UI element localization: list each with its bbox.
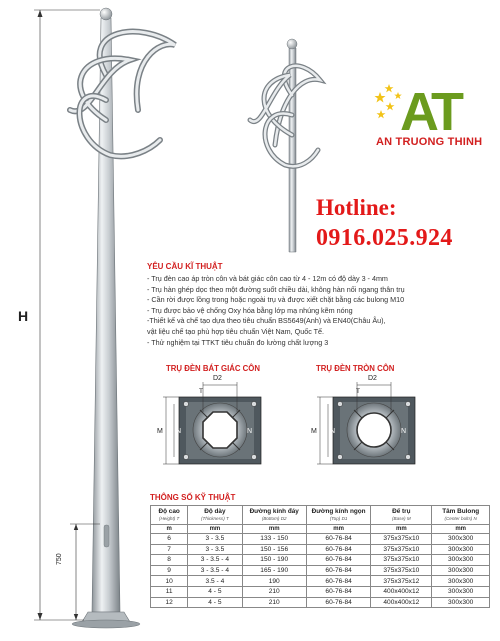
base-height-label: 750	[56, 553, 63, 565]
spec-item: vật liệu chế tạo phù hợp tiêu chuẩn Việt Nam, Quốc Tế.	[147, 326, 325, 336]
col-bolt-center: Tâm Bulong (Center bolts) N	[432, 506, 490, 525]
col-base: Đế trụ (Base) M	[371, 506, 432, 525]
table-row: 12 4 - 5 210 60-76-84 400x400x12 300x300	[151, 597, 490, 608]
table-header-row	[151, 506, 490, 525]
octagonal-caption: TRỤ ĐÈN BÁT GIÁC CÔN	[166, 364, 260, 373]
main-pole-arms	[70, 32, 175, 157]
oct-d2-label: D2	[213, 375, 222, 382]
secondary-pole	[250, 39, 320, 252]
round-m-label: M	[311, 428, 317, 435]
round-caption: TRỤ ĐÈN TRÒN CÔN	[316, 364, 395, 373]
oct-m-label: M	[157, 428, 163, 435]
logo-letters: AT	[400, 82, 460, 136]
col-bottom-diameter: Đường kính đáy (Bottom) D2	[242, 506, 306, 525]
height-label: H	[18, 308, 29, 324]
hotline-number[interactable]: 0916.025.924	[316, 225, 453, 251]
oct-t-label: T	[199, 388, 203, 395]
round-t-label: T	[356, 388, 360, 395]
spec-item: - Cần rời được lồng trong hoặc ngoài trụ và được xiết chặt bằng các bulong M10	[147, 295, 405, 305]
specs-list	[147, 274, 492, 348]
round-n-label-left: N	[330, 428, 336, 435]
table-title: THÔNG SỐ KỸ THUẬT	[150, 493, 236, 502]
col-top-diameter: Đường kính ngọn (Top) D1	[306, 506, 370, 525]
hotline-label: Hotline:	[316, 195, 397, 220]
round-d2-label: D2	[368, 375, 377, 382]
star-icon	[375, 84, 402, 118]
specs-title: YÊU CẦU KĨ THUẬT	[147, 262, 223, 271]
pole-finial	[100, 8, 112, 20]
brand-name: AN TRUONG THINH	[376, 136, 483, 148]
table-row: 11 4 - 5 210 60-76-84 400x400x12 300x300	[151, 586, 490, 597]
specs-table	[150, 505, 490, 608]
round-base-diagram	[317, 382, 415, 464]
oct-n-label-right: N	[247, 428, 253, 435]
table-row: 6 3 - 3.5 133 - 150 60-76-84 375x375x10 300x300	[151, 534, 490, 545]
round-n-label-right: N	[401, 428, 407, 435]
spec-item: - Trụ đèn cao áp tròn côn và bát giác côn cao từ 4 - 12m có độ dày 3 - 4mm	[147, 274, 388, 283]
table-row: 7 3 - 3.5 150 - 156 60-76-84 375x375x10 300x300	[151, 544, 490, 555]
spec-item: -Thiết kế và chế tạo dựa theo tiêu chuẩn BS5649(Anh) và EN40(Châu Âu),	[147, 316, 386, 326]
spec-item: - Trụ được bảo vệ chống Oxy hóa bằng lớp mạ nhúng kẽm nóng	[147, 305, 353, 315]
table-row: 10 3.5 - 4 190 60-76-84 375x375x12 300x300	[151, 576, 490, 587]
col-thickness: Độ dày (Thickness) T	[188, 506, 242, 525]
octagonal-base-diagram	[163, 382, 261, 464]
oct-n-label-left: N	[176, 428, 182, 435]
access-door	[104, 525, 109, 547]
table-row: 9 3 - 3.5 - 4 165 - 190 60-76-84 375x375x10 300x300	[151, 565, 490, 576]
col-height: Độ cao (Height) T	[151, 506, 188, 525]
table-unit-row: m mm mm mm mm mm	[151, 525, 490, 534]
spec-item: - Trụ hàn ghép dọc theo một đường suốt chiều dài, không hàn nối ngang thân trụ	[147, 284, 405, 294]
spec-item: - Thử nghiệm tại TTKT tiêu chuẩn đo lường chất lượng 3	[147, 337, 329, 347]
table-row: 8 3 - 3.5 - 4 150 - 190 60-76-84 375x375x10 300x300	[151, 555, 490, 566]
